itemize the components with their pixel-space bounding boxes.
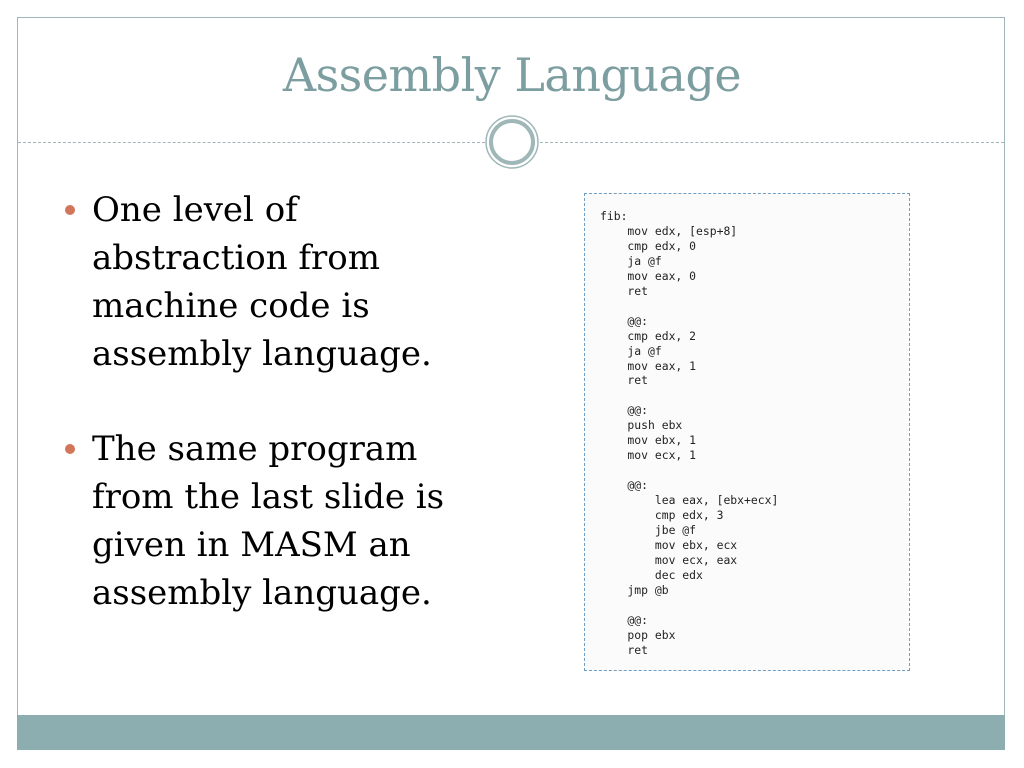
assembly-code: fib: mov edx, [esp+8] cmp edx, 0 ja @f mov eax, 0 ret @@: cmp edx, 2 ja @f mov eax, 1 ret @@: push ebx mov ebx, 1 mov ecx, 1 @@: lea eax, [ebx+ecx] cmp edx, 3 jbe @f mov ebx, ecx mov ecx, eax dec edx jmp @b @@: pop ebx ret [600, 209, 779, 657]
bullet-item [62, 186, 482, 378]
title-divider-left [18, 142, 485, 143]
footer-bar [17, 715, 1005, 750]
title-divider-right [540, 142, 1004, 143]
bullet-list [62, 186, 482, 664]
bullet-item [62, 425, 482, 617]
double-ring-icon [484, 114, 540, 170]
bullet-dot-icon [65, 205, 75, 215]
bullet-text: One level of abstraction from machine code is assembly language. [92, 190, 432, 374]
bullet-dot-icon [65, 444, 75, 454]
bullet-text: The same program from the last slide is given in MASM an assembly language. [92, 429, 445, 613]
slide-title: Assembly Language [282, 48, 742, 102]
